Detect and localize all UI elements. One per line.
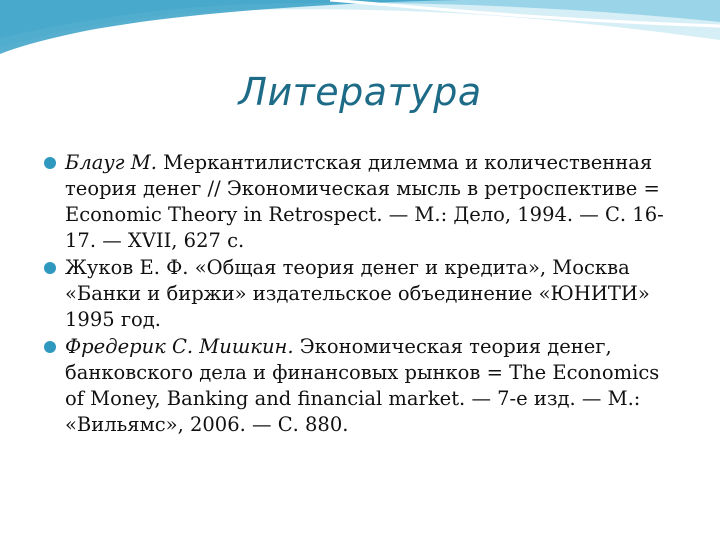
reference-list	[44, 150, 676, 439]
reference-author: Блауг М.	[65, 151, 157, 174]
bullet-icon	[44, 157, 56, 169]
bullet-icon	[44, 262, 56, 274]
slide-title: Литература	[238, 70, 482, 114]
reference-item	[44, 255, 676, 333]
reference-text: Жуков Е. Ф. «Общая теория денег и кредита», Москва «Банки и биржи» издательское объединение «ЮНИТИ» 1995 год.	[65, 256, 650, 331]
reference-item	[44, 150, 676, 254]
reference-text: Меркантилистская дилемма и количественная теория денег // Экономическая мысль в ретроспективе = Economic Theory in Retrospect. — М.: Дело, 1994. — С. 16-17. — XVII, 627 с.	[65, 151, 664, 252]
reference-author: Фредерик С. Мишкин.	[65, 335, 294, 358]
reference-text: Экономическая теория денег, банковского дела и финансовых рынков = The Economics of Money, Banking and financial market. — 7-е изд. — М.: «Вильямс», 2006. — С. 880.	[65, 335, 660, 436]
reference-item	[44, 334, 676, 438]
bullet-icon	[44, 341, 56, 353]
